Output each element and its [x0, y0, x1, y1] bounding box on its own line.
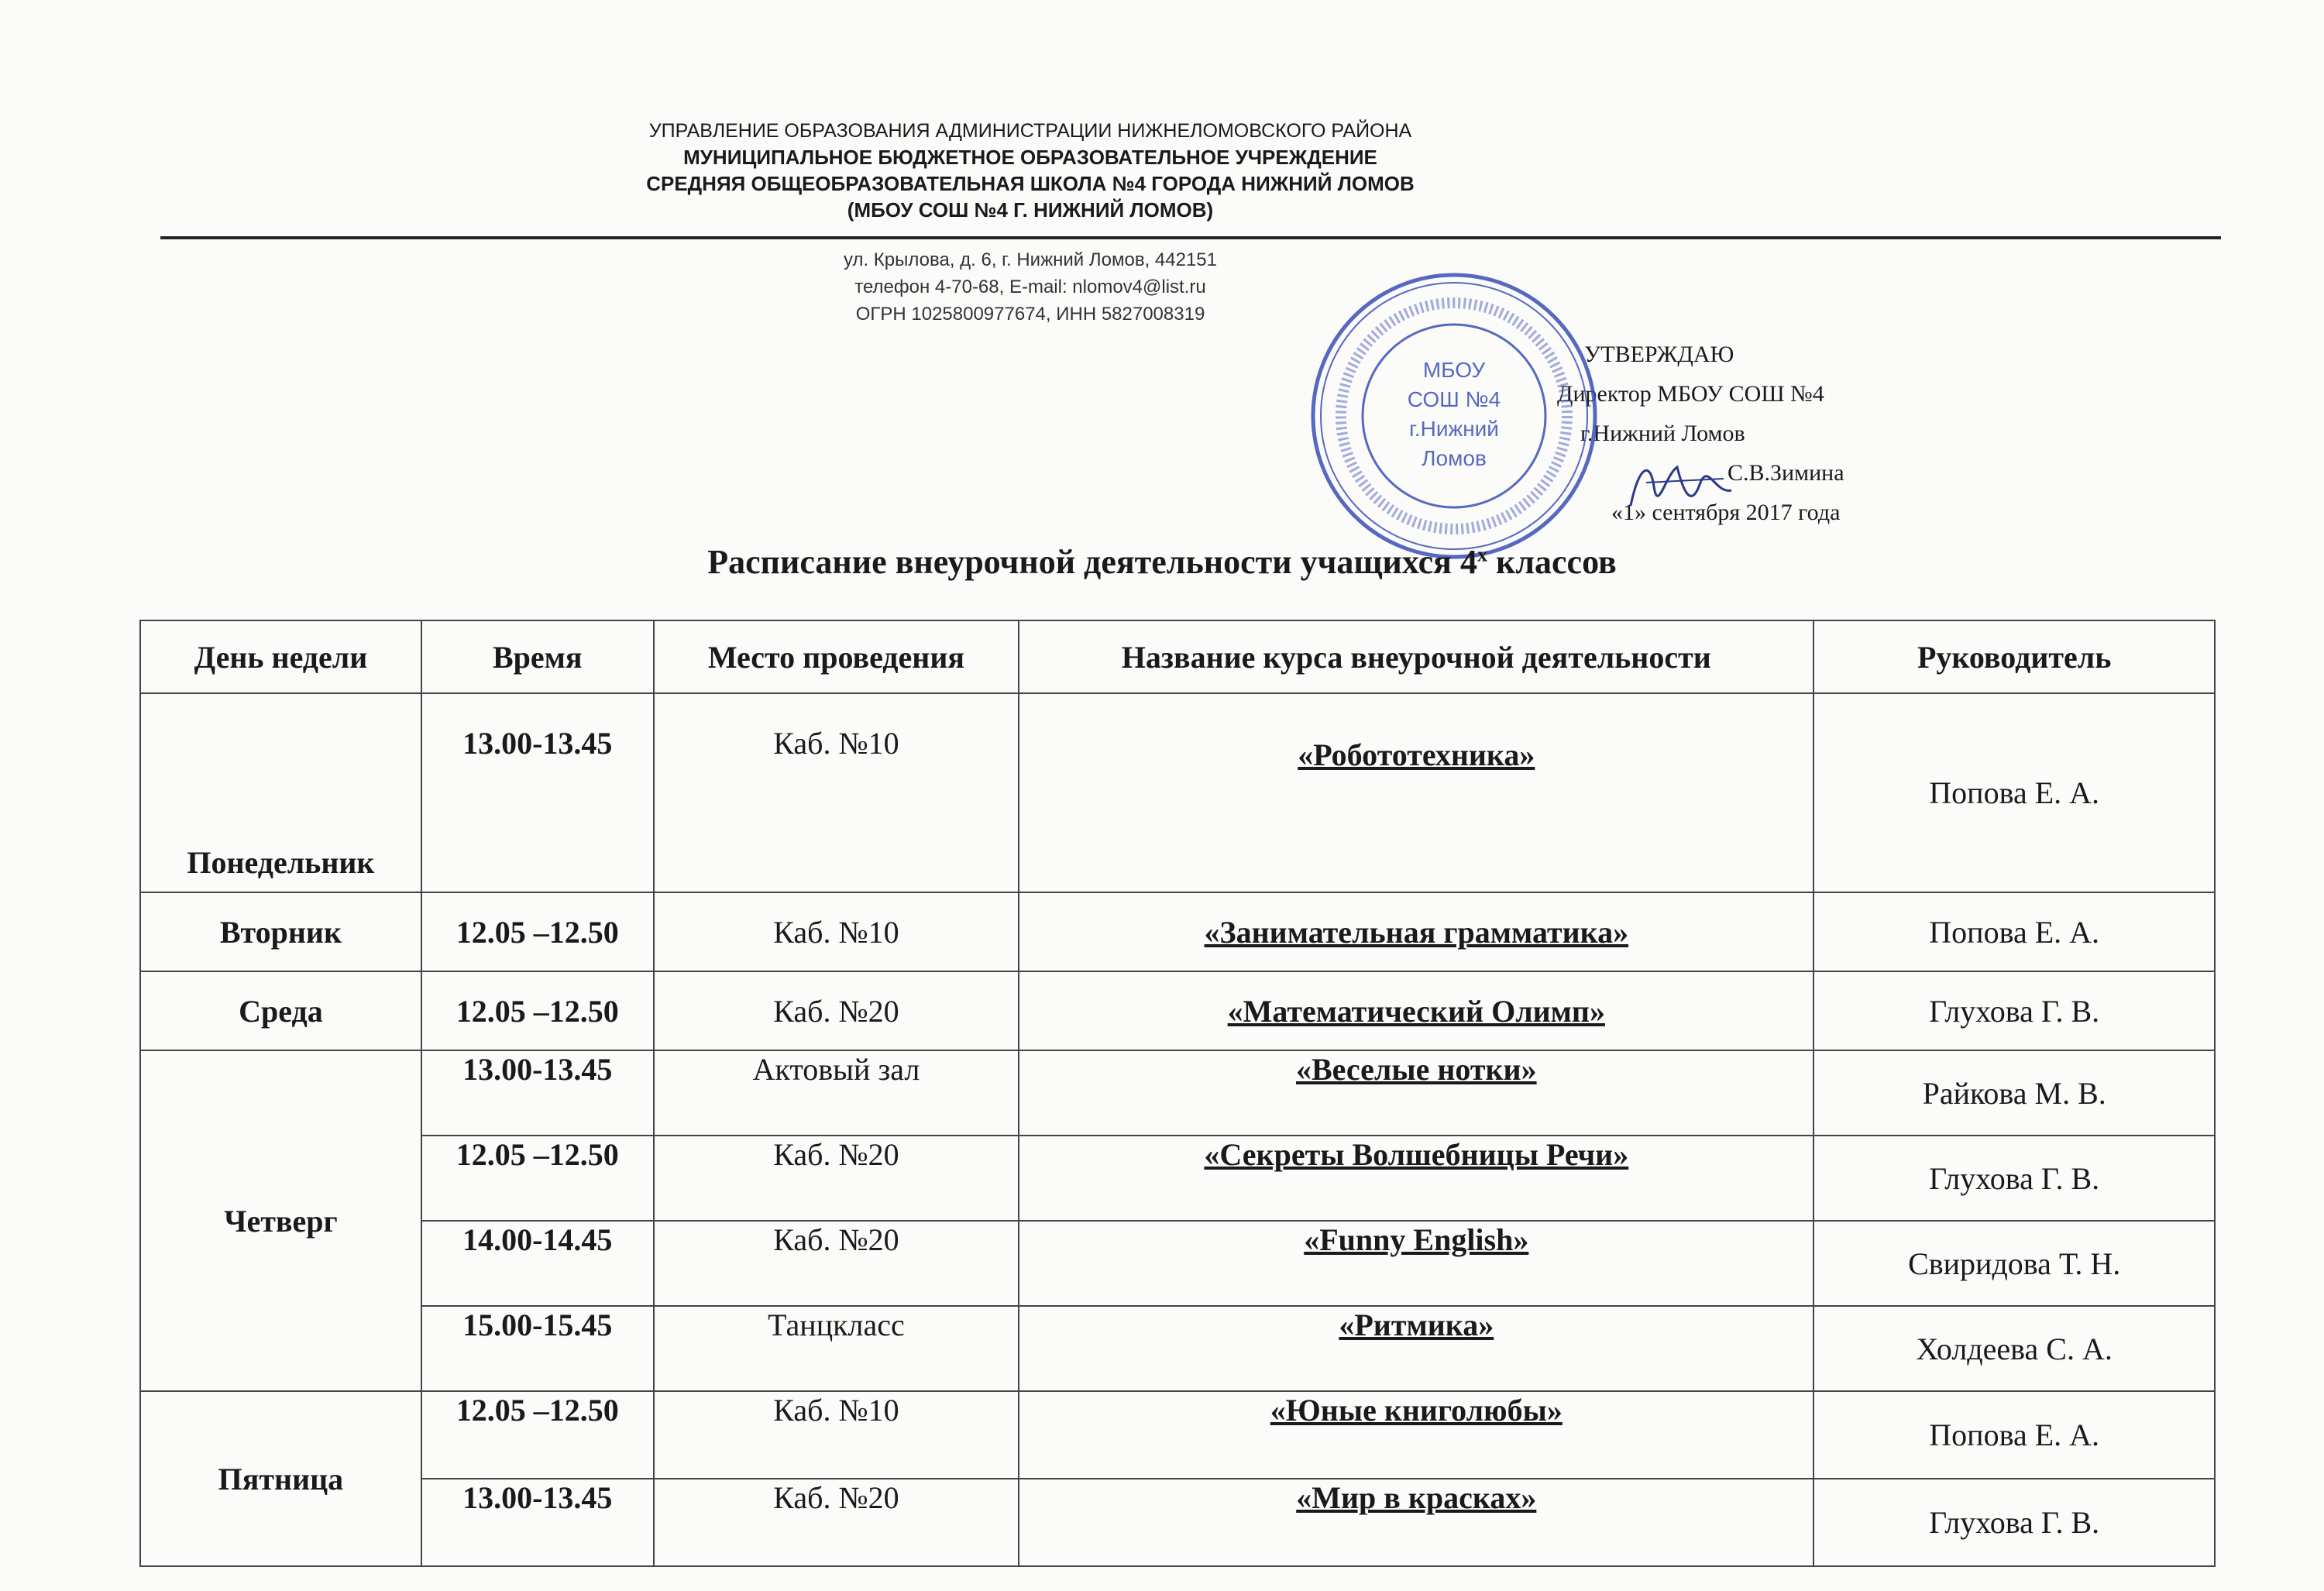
address-line: ул. Крылова, д. 6, г. Нижний Ломов, 442151 [843, 249, 1217, 270]
letterhead-divider [160, 236, 2221, 239]
approval-position: Директор МБОУ СОШ №4 [1557, 381, 1824, 407]
registration-ids-line: ОГРН 1025800977674, ИНН 5827008319 [855, 304, 1205, 325]
schedule-table [139, 620, 2216, 1567]
time-cell: 12.05 –12.50 [421, 1391, 654, 1479]
time-cell: 12.05 –12.50 [421, 1136, 654, 1221]
header-leader: Руководитель [1813, 620, 2215, 693]
table-row [140, 971, 2215, 1050]
place-cell: Каб. №20 [654, 1136, 1019, 1221]
time-cell: 13.00-13.45 [421, 693, 654, 892]
leader-cell: Попова Е. А. [1813, 892, 2215, 971]
title-superscript: х [1477, 543, 1487, 566]
course-cell: «Веселые нотки» [1019, 1050, 1813, 1136]
course-cell: «Математический Олимп» [1019, 971, 1813, 1050]
leader-cell: Глухова Г. В. [1813, 1479, 2215, 1566]
table-row [140, 693, 2215, 892]
time-cell: 14.00-14.45 [421, 1221, 654, 1306]
letterhead [0, 118, 2324, 223]
table-row [140, 1050, 2215, 1136]
header-day: День недели [140, 620, 421, 693]
place-cell: Каб. №10 [654, 892, 1019, 971]
leader-cell: Глухова Г. В. [1813, 971, 2215, 1050]
director-signature [1623, 452, 1739, 521]
school-seal [1305, 267, 1604, 565]
day-cell: Четверг [140, 1050, 421, 1391]
leader-cell: Попова Е. А. [1813, 693, 2215, 892]
table-row [140, 1221, 2215, 1306]
course-cell: «Funny English» [1019, 1221, 1813, 1306]
day-cell: Вторник [140, 892, 421, 971]
place-cell: Каб. №20 [654, 1221, 1019, 1306]
letterhead-institution-type: МУНИЦИПАЛЬНОЕ БЮДЖЕТНОЕ ОБРАЗОВАТЕЛЬНОЕ УЧРЕЖДЕНИЕ [683, 146, 1377, 169]
place-cell: Каб. №10 [654, 1391, 1019, 1479]
leader-cell: Свиридова Т. Н. [1813, 1221, 2215, 1306]
place-cell: Каб. №10 [654, 693, 1019, 892]
place-cell: Каб. №20 [654, 971, 1019, 1050]
letterhead-short-name: (МБОУ СОШ №4 Г. НИЖНИЙ ЛОМОВ) [847, 198, 1214, 222]
approval-director-name: С.В.Зимина [1728, 460, 1844, 486]
course-cell: «Занимательная грамматика» [1019, 892, 1813, 971]
leader-cell: Холдеева С. А. [1813, 1306, 2215, 1391]
letterhead-department: УПРАВЛЕНИЕ ОБРАЗОВАНИЯ АДМИНИСТРАЦИИ НИЖНЕЛОМОВСКОГО РАЙОНА [648, 120, 1412, 142]
leader-cell: Райкова М. В. [1813, 1050, 2215, 1136]
course-cell: «Ритмика» [1019, 1306, 1813, 1391]
place-cell: Актовый зал [654, 1050, 1019, 1136]
title-tail: классов [1487, 543, 1617, 581]
day-cell: Среда [140, 971, 421, 1050]
leader-cell: Попова Е. А. [1813, 1391, 2215, 1479]
letterhead-school-name: СРЕДНЯЯ ОБЩЕОБРАЗОВАТЕЛЬНАЯ ШКОЛА №4 ГОРОДА НИЖНИЙ ЛОМОВ [646, 172, 1415, 195]
course-cell: «Секреты Волшебницы Речи» [1019, 1136, 1813, 1221]
time-cell: 13.00-13.45 [421, 1479, 654, 1566]
contact-block [0, 246, 2324, 328]
phone-email-line: телефон 4-70-68, E-mail: nlomov4@list.ru [854, 277, 1206, 297]
course-cell: «Робототехника» [1019, 693, 1813, 892]
time-cell: 13.00-13.45 [421, 1050, 654, 1136]
place-cell: Танцкласс [654, 1306, 1019, 1391]
seal-line-2: СОШ №4 [1407, 387, 1501, 411]
title-text: Расписание внеурочной деятельности учащихся 4 [707, 543, 1477, 581]
header-place: Место проведения [654, 620, 1019, 693]
time-cell: 15.00-15.45 [421, 1306, 654, 1391]
seal-line-4: Ломов [1422, 446, 1487, 470]
course-cell: «Мир в красках» [1019, 1479, 1813, 1566]
table-row [140, 1306, 2215, 1391]
approval-city: г.Нижний Ломов [1580, 421, 1745, 446]
table-row [140, 892, 2215, 971]
table-header-row [140, 620, 2215, 693]
place-cell: Каб. №20 [654, 1479, 1019, 1566]
approval-heading: УТВЕРЖДАЮ [1584, 342, 1734, 367]
seal-line-1: МБОУ [1422, 358, 1486, 382]
time-cell: 12.05 –12.50 [421, 892, 654, 971]
day-cell: Пятница [140, 1391, 421, 1566]
table-row [140, 1136, 2215, 1221]
header-time: Время [421, 620, 654, 693]
course-cell: «Юные книголюбы» [1019, 1391, 1813, 1479]
header-course: Название курса внеурочной деятельности [1019, 620, 1813, 693]
leader-cell: Глухова Г. В. [1813, 1136, 2215, 1221]
table-row [140, 1391, 2215, 1479]
table-row [140, 1479, 2215, 1566]
time-cell: 12.05 –12.50 [421, 971, 654, 1050]
approval-date: «1» сентября 2017 года [1611, 500, 1841, 525]
seal-line-3: г.Нижний [1409, 417, 1499, 441]
page-title [0, 542, 2324, 582]
day-cell: Понедельник [140, 693, 421, 892]
